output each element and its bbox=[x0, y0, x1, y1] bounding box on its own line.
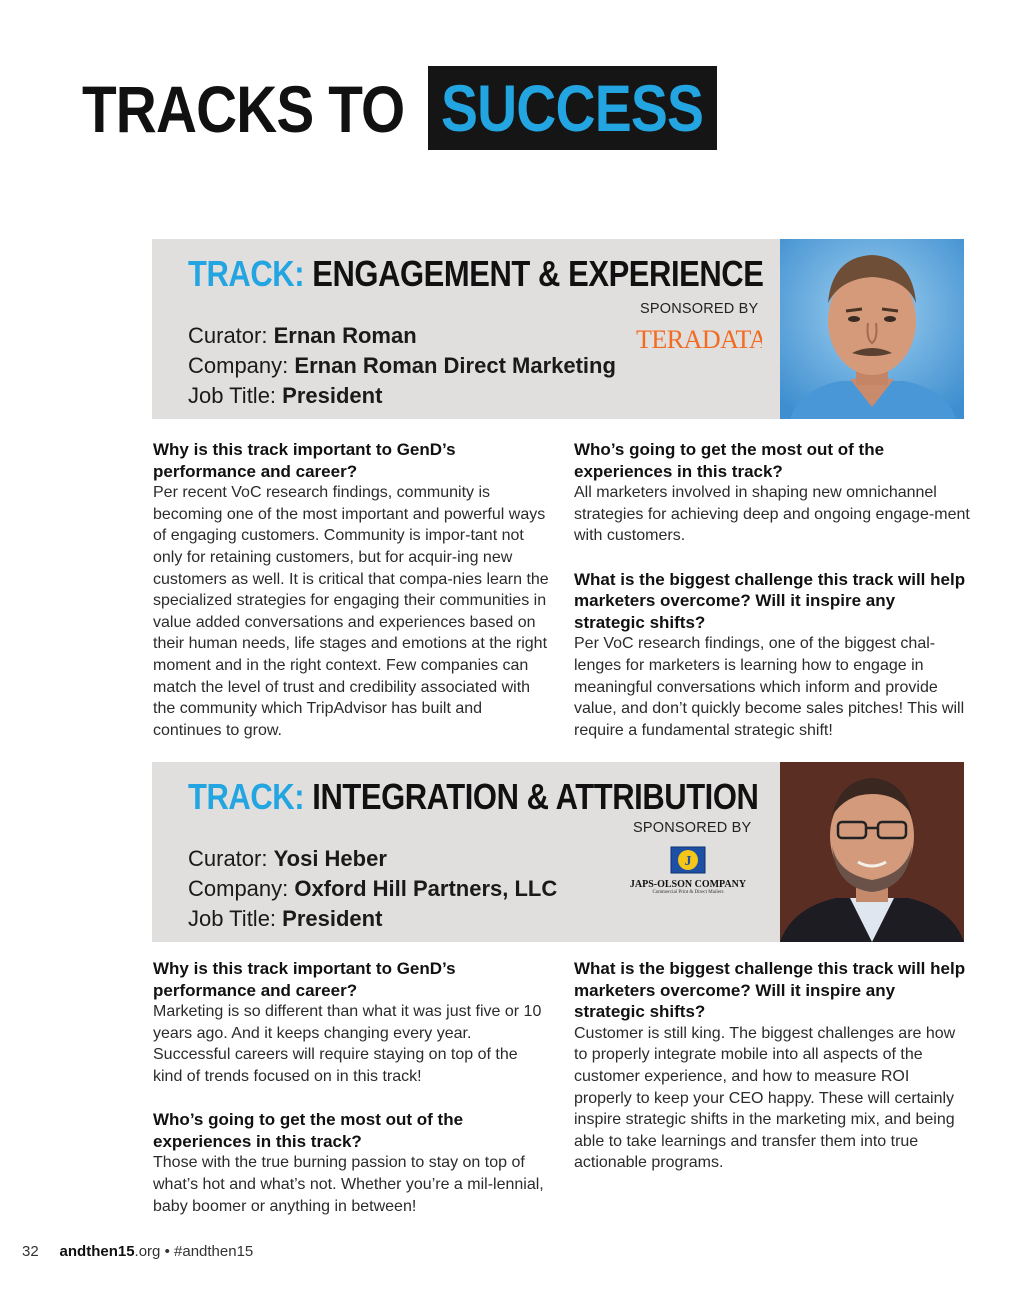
footer-bullet: • bbox=[164, 1243, 170, 1260]
teradata-logo bbox=[636, 323, 762, 353]
answer: All marketers involved in shaping new omnichannel strategies for achieving deep and ongoing engage-ment with customers. bbox=[574, 484, 970, 545]
job-title-label: Job Title: bbox=[188, 383, 277, 408]
track-banner-integration bbox=[152, 762, 964, 942]
answer: Marketing is so different than what it was just five or 10 years ago. And it keeps changing every year. Successful careers will require staying on top of the kind of trends focused on in this track! bbox=[153, 1003, 542, 1085]
job-title: President bbox=[282, 906, 383, 931]
sponsored-by-label: SPONSORED BY bbox=[640, 301, 759, 317]
curator-info bbox=[188, 321, 616, 411]
page-title bbox=[82, 66, 704, 152]
japs-olson-logo bbox=[620, 846, 756, 894]
curator-name: Yosi Heber bbox=[273, 846, 387, 871]
track-1-left-column bbox=[153, 439, 549, 763]
curator-label: Curator: bbox=[188, 846, 268, 871]
track-1-right-column bbox=[574, 439, 970, 763]
question: Who’s going to get the most out of the experiences in this track? bbox=[153, 1110, 464, 1151]
curator-name: Ernan Roman bbox=[273, 323, 417, 348]
question: Who’s going to get the most out of the experiences in this track? bbox=[574, 440, 885, 481]
track-2-left-column bbox=[153, 958, 549, 1239]
curator-info bbox=[188, 844, 557, 934]
answer: Customer is still king. The biggest challenges are how to properly integrate mobile into all aspects of the customer experience, and how to measure ROI properly to keep your CEO happy. These will certainly inspire strategic shifts in the marketing mix, and being able to take learnings and transfer them into true actionable programs. bbox=[574, 1024, 956, 1172]
job-title-label: Job Title: bbox=[188, 906, 277, 931]
site-domain: .org bbox=[134, 1243, 161, 1260]
job-title: President bbox=[282, 383, 383, 408]
answer: Per VoC research findings, one of the biggest chal-lenges for marketers is learning how to engage in meaningful conversations which inform and provide value, and don’t quickly become sales pitches! This will require a fundamental strategic shift! bbox=[574, 635, 965, 739]
track-banner-engagement bbox=[152, 239, 964, 419]
sponsored-by-label: SPONSORED BY bbox=[633, 820, 752, 836]
curator-photo bbox=[780, 762, 964, 942]
question: What is the biggest challenge this track will help marketers overcome? Will it inspire any strategic shifts? bbox=[574, 959, 966, 1022]
curator-label: Curator: bbox=[188, 323, 268, 348]
svg-text:TERADATA.: TERADATA. bbox=[636, 325, 762, 353]
title-highlight-box bbox=[428, 66, 717, 150]
track-title bbox=[188, 776, 758, 818]
question: Why is this track important to GenD’s performance and career? bbox=[153, 440, 456, 481]
site-name: andthen15 bbox=[59, 1243, 135, 1260]
question: What is the biggest challenge this track will help marketers overcome? Will it inspire any strategic shifts? bbox=[574, 569, 966, 632]
answer: Those with the true burning passion to stay on top of what’s hot and what’s not. Whether you’re a mil-lennial, baby boomer or anything in between! bbox=[153, 1154, 544, 1215]
answer: Per recent VoC research findings, community is becoming one of the most important and powerful ways of engaging customers. Community is impor-tant not only for retaining customers, but for acquir-ing new customers as well. It is critical that compa-nies learn the specialized strategies for engaging their communities in value added conversations and experiences based on their human needs, life stages and emotions at the right moment and in the right context. Few companies can match the level of trust and credibility associated with the community which TripAdvisor has built and continues to grow. bbox=[153, 484, 549, 739]
track-title bbox=[188, 253, 763, 295]
sponsor-name: JAPS-OLSON COMPANY bbox=[629, 879, 747, 890]
page-number: 32 bbox=[22, 1243, 39, 1260]
company-name: Ernan Roman Direct Marketing bbox=[294, 353, 616, 378]
track-name: ENGAGEMENT & EXPERIENCE bbox=[312, 253, 764, 294]
japs-olson-emblem-icon bbox=[670, 846, 706, 874]
sponsor-tagline: Commercial Print & Direct Mailers bbox=[652, 890, 724, 895]
track-label: TRACK: bbox=[188, 253, 305, 294]
track-2-right-column bbox=[574, 958, 970, 1196]
company-label: Company: bbox=[188, 353, 289, 378]
track-label: TRACK: bbox=[188, 776, 305, 817]
svg-text:J: J bbox=[684, 854, 692, 869]
page-footer bbox=[22, 1243, 253, 1260]
track-name: INTEGRATION & ATTRIBUTION bbox=[312, 776, 759, 817]
company-label: Company: bbox=[188, 876, 289, 901]
title-part-2: SUCCESS bbox=[441, 71, 704, 145]
title-part-1: TRACKS TO bbox=[82, 72, 405, 146]
company-name: Oxford Hill Partners, LLC bbox=[294, 876, 558, 901]
hashtag: #andthen15 bbox=[174, 1243, 254, 1260]
curator-photo bbox=[780, 239, 964, 419]
question: Why is this track important to GenD’s performance and career? bbox=[153, 959, 456, 1000]
